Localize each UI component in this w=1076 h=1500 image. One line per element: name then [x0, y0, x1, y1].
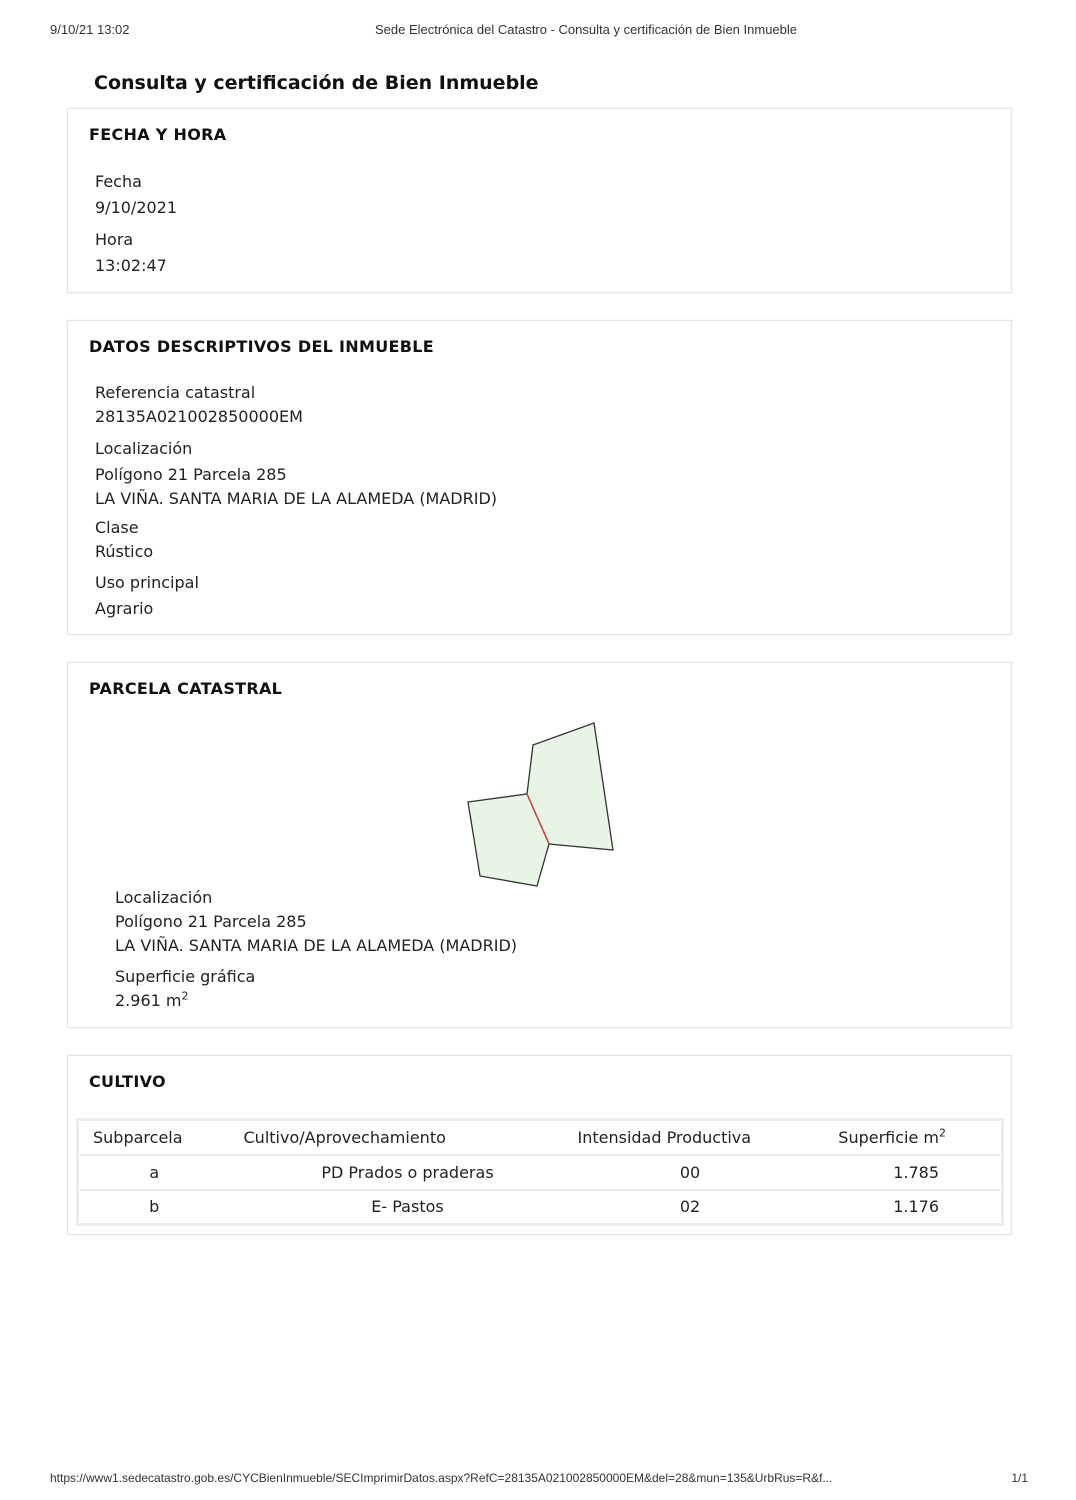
clase-label: Clase [95, 518, 139, 537]
cell-cultivo: PD Prados o praderas [230, 1155, 530, 1190]
localizacion-label: Localización [95, 439, 193, 458]
superficie-grafica-field [115, 965, 255, 1013]
uso-value: Agrario [95, 599, 154, 618]
cell-cultivo: E- Pastos [371, 1197, 444, 1217]
parcela-title: PARCELA CATASTRAL [89, 679, 283, 698]
parcela-localizacion-label: Localización [115, 888, 213, 907]
table-row [78, 1190, 1003, 1225]
cultivo-title: CULTIVO [89, 1072, 166, 1091]
cell-subparcela: a [78, 1155, 230, 1190]
localizacion-line1: Polígono 21 Parcela 285 [95, 465, 287, 484]
col-superficie [805, 1120, 1003, 1155]
fecha-hora-panel [67, 108, 1012, 293]
print-footer [50, 1471, 1028, 1489]
referencia-field [95, 381, 303, 429]
localizacion-line2: LA VIÑA. SANTA MARIA DE LA ALAMEDA (MADRID) [95, 489, 498, 508]
print-page-title: Sede Electrónica del Catastro - Consulta y certificación de Bien Inmueble [375, 22, 797, 37]
parcela-catastral-panel [67, 662, 1012, 1028]
col-superficie-exponent: 2 [939, 1126, 946, 1140]
referencia-label: Referencia catastral [95, 383, 256, 402]
fecha-label: Fecha [95, 172, 142, 191]
page-title: Consulta y certificación de Bien Inmueble [94, 72, 539, 94]
localizacion-field [95, 437, 497, 511]
referencia-value: 28135A021002850000EM [95, 407, 303, 426]
cultivo-table [76, 1118, 1004, 1226]
uso-field [95, 571, 199, 621]
superficie-grafica-number: 2.961 m [115, 991, 182, 1010]
parcel-map [463, 718, 623, 888]
cultivo-header-row [78, 1120, 1003, 1155]
datos-title: DATOS DESCRIPTIVOS DEL INMUEBLE [89, 337, 434, 356]
page-number: 1/1 [1011, 1471, 1028, 1485]
cell-superficie: 1.176 [893, 1197, 939, 1217]
cell-superficie: 1.785 [805, 1155, 1003, 1190]
print-url: https://www1.sedecatastro.gob.es/CYCBienInmueble/SECImprimirDatos.aspx?RefC=28135A021002850000EM&del=28&mun=135&UrbRus=R&f... [50, 1471, 833, 1485]
parcela-localizacion-line1: Polígono 21 Parcela 285 [115, 912, 307, 931]
parcela-localizacion-field [115, 886, 517, 958]
col-intensidad: Intensidad Productiva [530, 1120, 805, 1155]
cell-intensidad: 02 [679, 1197, 701, 1217]
fecha-value: 9/10/2021 [95, 198, 178, 217]
print-header [50, 22, 1026, 40]
uso-label: Uso principal [95, 573, 199, 592]
hora-value: 13:02:47 [95, 256, 167, 275]
clase-value: Rústico [95, 542, 154, 561]
fecha-hora-title: FECHA Y HORA [89, 125, 227, 144]
superficie-grafica-exponent: 2 [181, 989, 189, 1003]
cell-intensidad: 00 [530, 1155, 805, 1190]
hora-label: Hora [95, 230, 134, 249]
hora-field [95, 228, 167, 278]
col-subparcela: Subparcela [78, 1120, 230, 1155]
clase-field [95, 516, 153, 564]
parcela-localizacion-line2: LA VIÑA. SANTA MARIA DE LA ALAMEDA (MADRID) [115, 936, 518, 955]
cell-subparcela: b [149, 1197, 160, 1217]
print-datetime: 9/10/21 13:02 [50, 22, 130, 37]
col-superficie-label: Superficie m [838, 1127, 939, 1147]
superficie-grafica-value [115, 989, 255, 1013]
fecha-field [95, 170, 177, 220]
col-cultivo: Cultivo/Aprovechamiento [230, 1120, 530, 1155]
superficie-grafica-label: Superficie gráfica [115, 967, 256, 986]
datos-descriptivos-panel [67, 320, 1012, 635]
table-row [78, 1155, 1003, 1190]
cultivo-panel [67, 1055, 1012, 1235]
